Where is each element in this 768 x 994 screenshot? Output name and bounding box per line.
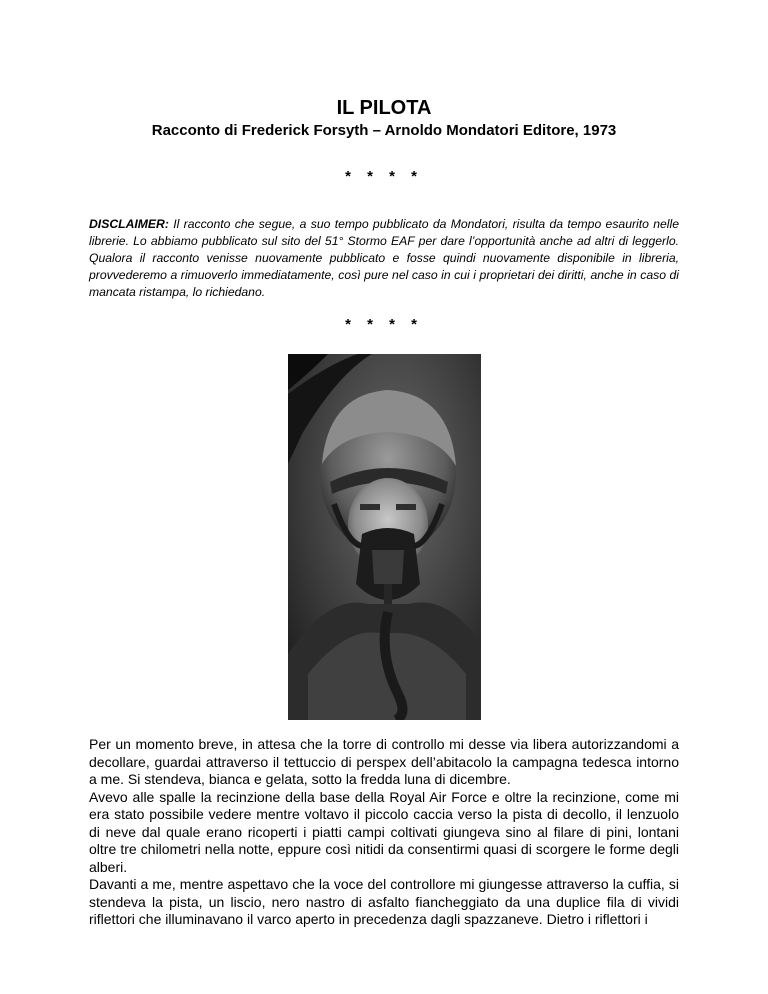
disclaimer-text: Il racconto che segue, a suo tempo pubblicato da Mondatori, risulta da tempo esaurito nelle librerie. Lo abbiamo pubblicato sul sito del 51° Stormo EAF per dare l’opportunità anche ad altri di leggerlo. Qualora il racconto venisse nuovamente pubblicato e fosse quindi nuovamente disponibile in libreria, provvederemo a rimuoverlo immediatamente, così pure nel caso in cui i proprietari dei diritti, anche in caso di mancata ristampa, lo richiedano. [89, 217, 679, 299]
story-paragraph: Avevo alle spalle la recinzione della base della Royal Air Force e oltre la recinzione, come mi era stato possibile vedere mentre voltavo il piccolo caccia verso la pista di decollo, il lenzuolo di neve dal quale erano ricoperti i piatti campi coltivati giungeva sino al filare di pini, lontani oltre tre chilometri nella notte, eppure così nitidi da consentirmi quasi di scorgere le forme degli alberi. [89, 788, 679, 875]
disclaimer-label: DISCLAIMER: [89, 217, 169, 231]
story-paragraph: Per un momento breve, in attesa che la torre di controllo mi desse via libera autorizzandomi a decollare, guardai attraverso il tettuccio di perspex dell’abitacolo la campagna tedesca intorno a me. Si stendeva, bianca e gelata, sotto la fredda luna di dicembre. [89, 736, 679, 787]
story-body [89, 736, 679, 929]
disclaimer-paragraph [89, 216, 679, 301]
section-separator: * * * * [345, 316, 423, 333]
document-subtitle: Racconto di Frederick Forsyth – Arnoldo Mondatori Editore, 1973 [151, 122, 617, 139]
story-paragraph: Davanti a me, mentre aspettavo che la voce del controllore mi giungesse attraverso la cuffia, si stendeva la pista, un liscio, nero nastro di asfalto fiancheggiato da una duplice fila di vividi riflettori che illuminavano il varco aperto in precedenza dagli spazzaneve. Dietro i riflettori i [89, 876, 679, 927]
pilot-photo [288, 354, 481, 720]
document-title: IL PILOTA [336, 97, 432, 119]
section-separator: * * * * [345, 168, 423, 185]
